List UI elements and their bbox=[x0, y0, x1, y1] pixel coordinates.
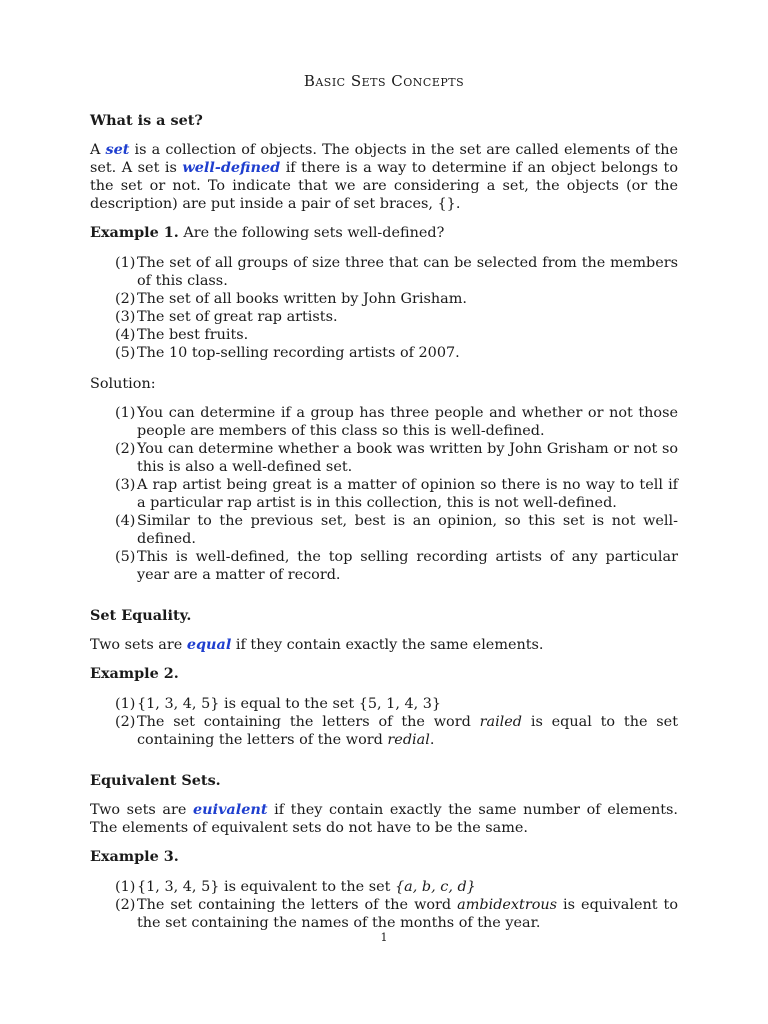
equivalent-sets-paragraph: Two sets are euivalent if they contain exactly the same number of elements. The elements of equivalent sets do not have to be the same. bbox=[90, 801, 678, 836]
page-number: 1 bbox=[380, 931, 388, 944]
list-item: (5) The 10 top-selling recording artists of 2007. bbox=[115, 345, 460, 361]
list-item: (4) The best fruits. bbox=[115, 327, 249, 343]
text-run: A bbox=[90, 142, 106, 158]
list-item: (4) Similar to the previous set, best is an opinion, so this set is not well-defined. bbox=[115, 513, 678, 547]
example-3-list bbox=[90, 878, 678, 932]
set-equality-paragraph: Two sets are equal if they contain exactly the same elements. bbox=[90, 636, 544, 653]
list-item: (2) The set containing the letters of the word ambidextrous is equivalent to the set containing the names of the months of the year. bbox=[115, 897, 678, 931]
document-title: Basic Sets Concepts bbox=[303, 72, 465, 90]
set-definition-paragraph bbox=[90, 141, 678, 213]
term-equivalent: euivalent bbox=[192, 801, 268, 818]
section-heading-set-equality: Set Equality. bbox=[90, 607, 192, 624]
solution-list bbox=[90, 404, 678, 584]
example-1-label: Example 1. bbox=[90, 224, 179, 241]
list-item: (3) A rap artist being great is a matter of opinion so there is no way to tell if a particular rap artist is in this collection, this is not well-defined. bbox=[115, 477, 678, 511]
term-equal: equal bbox=[186, 636, 232, 653]
example-2-list bbox=[90, 695, 678, 749]
section-heading-what-is-a-set: What is a set? bbox=[90, 112, 203, 129]
term-well-defined: well-defined bbox=[182, 159, 281, 176]
list-item: (2) The set of all books written by John Grisham. bbox=[115, 291, 467, 307]
example-2-label: Example 2. bbox=[90, 665, 179, 682]
text-run: if there is a way to determine if an object belongs to the set or not. To indicate that we are considering a set, the objects (or the description) are put inside a pair of set braces, {}. bbox=[90, 160, 678, 212]
list-item: (2) The set containing the letters of the word railed is equal to the set containing the letters of the word redial. bbox=[115, 714, 678, 748]
list-item: (1) You can determine if a group has three people and whether or not those people are members of this class so this is well-defined. bbox=[115, 405, 678, 439]
list-item: (2) You can determine whether a book was written by John Grisham or not so this is also a well-defined set. bbox=[115, 441, 678, 475]
list-item: (3) The set of great rap artists. bbox=[115, 309, 338, 325]
list-item: (1) {1, 3, 4, 5} is equivalent to the set {a, b, c, d} bbox=[115, 879, 476, 895]
section-heading-equivalent-sets: Equivalent Sets. bbox=[90, 772, 221, 789]
solution-label: Solution: bbox=[90, 376, 156, 392]
list-item: (5) This is well-defined, the top selling recording artists of any particular year are a matter of record. bbox=[115, 549, 678, 583]
list-item: (1) {1, 3, 4, 5} is equal to the set {5, 1, 4, 3} bbox=[115, 696, 442, 712]
example-1-list bbox=[90, 254, 678, 362]
list-item: (1) The set of all groups of size three that can be selected from the members of this class. bbox=[115, 255, 678, 289]
text-run: is a collection of objects. The objects in the set are called elements of the set. A set is bbox=[90, 142, 679, 176]
term-set: set bbox=[105, 141, 130, 158]
example-1-text: Are the following sets well-defined? bbox=[178, 225, 445, 241]
example-3-label: Example 3. bbox=[90, 848, 179, 865]
example-1-prompt bbox=[90, 224, 678, 242]
document-page bbox=[90, 70, 678, 945]
